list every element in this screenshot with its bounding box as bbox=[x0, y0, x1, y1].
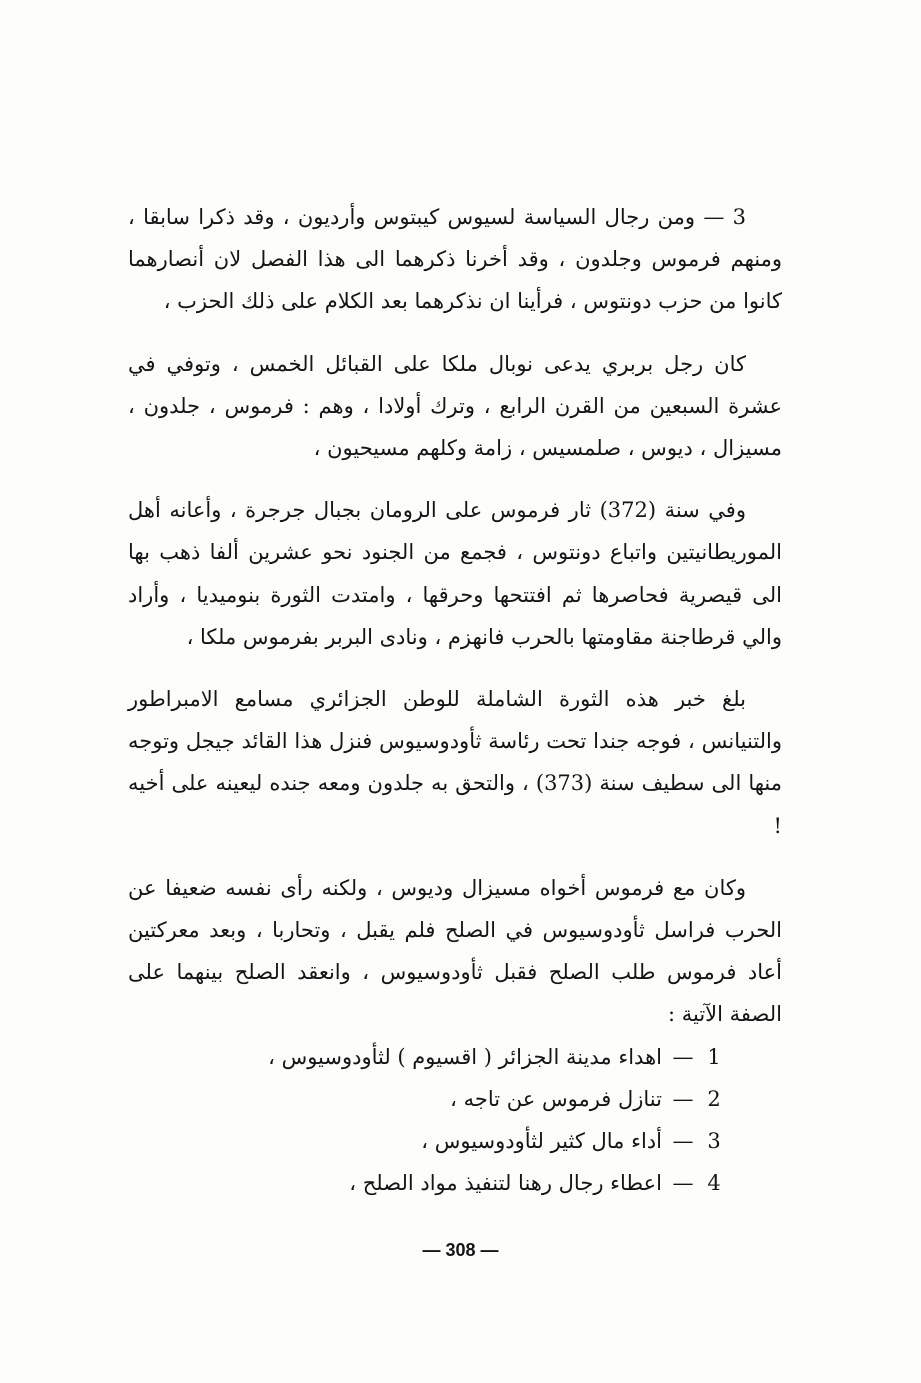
paragraph-spacer bbox=[128, 323, 782, 343]
list-item-text: اعطاء رجال رهنا لتنفيذ مواد الصلح ، bbox=[349, 1171, 662, 1196]
list-item bbox=[128, 1120, 782, 1162]
paragraph: بلغ خبر هذه الثورة الشاملة للوطن الجزائري مسامع الامبراطور والتنيانس ، فوجه جندا تحت رئاسة ثأودوسيوس فنزل هذا القائد جيجل وتوجه منها الى سطيف سنة (373) ، والتحق به جلدون ومعه جنده ليعينه على أخيه ! bbox=[128, 687, 782, 838]
list-item-text: أداء مال كثير لثأودوسيوس ، bbox=[421, 1129, 662, 1154]
peace-terms-list bbox=[128, 1036, 782, 1205]
paragraph: 3 — ومن رجال السياسة لسيوس كيبتوس وأرديون ، وقد ذكرا سابقا ، ومنهم فرموس وجلدون ، وقد أخرنا ذكرهما الى هذا الفصل لان أنصارهما كانوا من حزب دونتوس ، فرأينا ان نذكرهما بعد الكلام على ذلك الحزب ، bbox=[128, 205, 782, 314]
page-number: — 308 — bbox=[422, 1240, 499, 1260]
list-item-text: اهداء مدينة الجزائر ( اقسيوم ) لثأودوسيوس ، bbox=[268, 1044, 662, 1069]
paragraph: وفي سنة (372) ثار فرموس على الرومان بجبال جرجرة ، وأعانه أهل الموريطانيتين واتباع دونتوس ، فجمع من الجنود نحو عشرين ألفا ذهب بها الى قيصرية فحاصرها ثم افتتحها وحرقها ، وامتدت الثورة بنوميديا ، وأراد والي قرطاجنة مقاومتها بالحرب فانهزم ، ونادى البربر بفرموس ملكا ، bbox=[128, 498, 782, 649]
list-item bbox=[128, 1078, 782, 1120]
page-body bbox=[128, 196, 782, 1204]
list-item-number: 4 bbox=[707, 1171, 721, 1196]
list-item-dash: — bbox=[672, 1086, 694, 1111]
paragraph: كان رجل بربري يدعى نوبال ملكا على القبائل الخمس ، وتوفي في عشرة السبعين من القرن الرابع ، وترك أولادا ، وهم : فرموس ، جلدون ، مسيزال ، ديوس ، صلمسيس ، زامة وكلهم مسيحيون ، bbox=[128, 351, 782, 461]
paragraph-spacer bbox=[128, 847, 782, 867]
list-item-number: 1 bbox=[707, 1044, 721, 1069]
list-item-dash: — bbox=[672, 1171, 694, 1196]
list-item bbox=[128, 1036, 782, 1078]
list-item-dash: — bbox=[672, 1044, 694, 1069]
list-item-text: تنازل فرموس عن تاجه ، bbox=[450, 1086, 662, 1111]
paragraph-spacer bbox=[128, 658, 782, 678]
paragraph: وكان مع فرموس أخواه مسيزال وديوس ، ولكنه رأى نفسه ضعيفا عن الحرب فراسل ثأودوسيوس في الصلح فلم يقبل ، وتحاربا ، وبعد معركتين أعاد فرموس طلب الصلح فقبل ثأودوسيوس ، وانعقد الصلح بينهما على الصفة الآتية : bbox=[128, 875, 782, 1027]
list-item-dash: — bbox=[672, 1129, 694, 1154]
list-item bbox=[128, 1162, 782, 1204]
list-item-number: 3 bbox=[707, 1129, 721, 1154]
list-item-number: 2 bbox=[707, 1086, 721, 1111]
paragraph-spacer bbox=[128, 469, 782, 489]
